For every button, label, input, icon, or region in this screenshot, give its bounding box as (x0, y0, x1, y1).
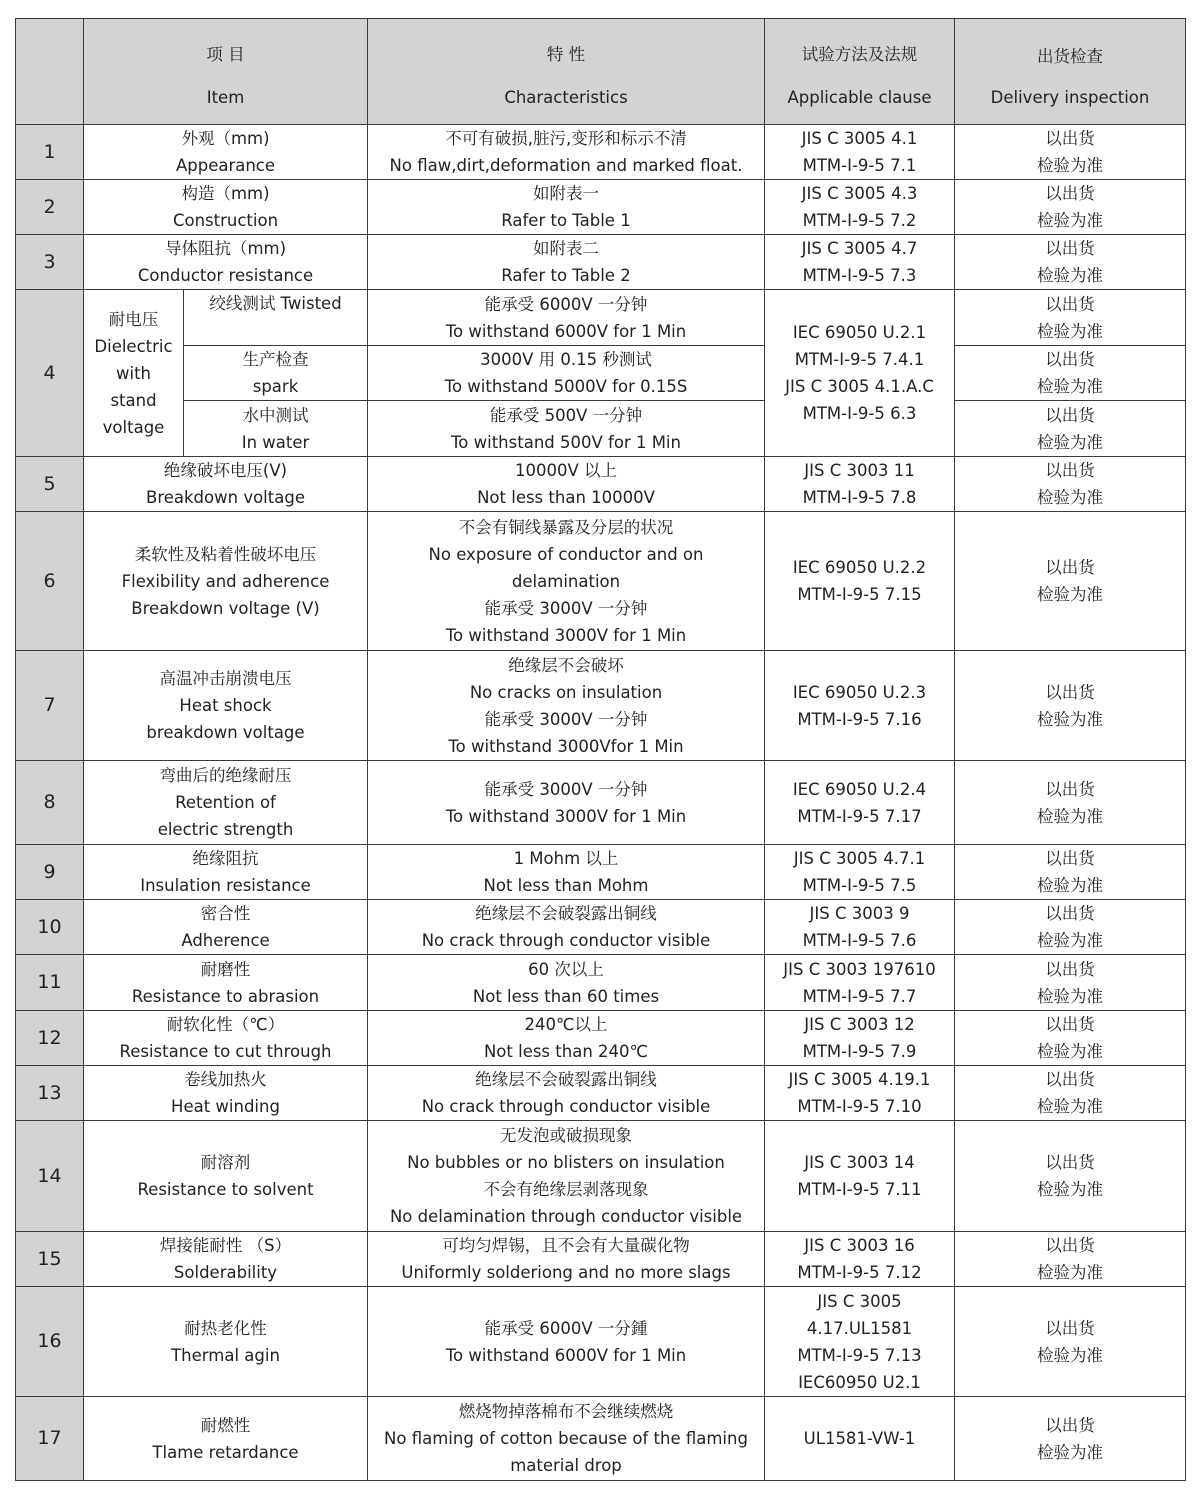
delivery-cell-line: 检验为准 (1037, 1442, 1103, 1462)
characteristics-cell-line: Uniformly solderiong and no more slags (401, 1263, 731, 1282)
item-cell-line: Retention of (175, 793, 276, 812)
characteristics-cell (368, 845, 765, 900)
clause-cell (765, 512, 955, 651)
characteristics-cell (368, 1011, 765, 1066)
delivery-cell-line: 检验为准 (1037, 377, 1103, 396)
header-char-en: Characteristics (504, 87, 628, 107)
item-cell-line: Tlame retardance (152, 1442, 299, 1462)
item-cell (84, 1011, 368, 1066)
clause-cell-line: MTM-I-9-5 7.4.1 (794, 350, 925, 369)
characteristics-cell-line: 绝缘层不会破裂露出铜线 (475, 1070, 657, 1089)
clause-cell (765, 125, 955, 180)
delivery-cell-line: 以出货 (1045, 849, 1095, 868)
row-number: 14 (16, 1121, 84, 1232)
table-row (16, 235, 1186, 290)
item-cell-line: Appearance (175, 156, 276, 175)
item-cell-line: 弯曲后的绝缘耐压 (159, 766, 292, 785)
delivery-cell (955, 761, 1186, 845)
delivery-cell-line: 检验为准 (1037, 806, 1103, 826)
item-cell (84, 125, 368, 180)
clause-cell-line: MTM-I-9-5 7.10 (797, 1097, 922, 1116)
characteristics-cell (368, 651, 765, 761)
sub-item-cell (184, 401, 368, 457)
row-number: 16 (16, 1287, 84, 1397)
delivery-cell (955, 1232, 1186, 1287)
characteristics-cell-line: To withstand 500V for 1 Min (451, 432, 681, 452)
table-header (16, 19, 1186, 125)
delivery-cell-line: 以出货 (1045, 959, 1095, 979)
clause-cell-line: MTM-I-9-5 7.15 (797, 585, 922, 604)
item-cell (84, 900, 368, 955)
item-cell-line: Resistance to solvent (137, 1180, 314, 1199)
delivery-cell-line: 以出货 (1045, 405, 1095, 425)
clause-cell-line: MTM-I-9-5 7.12 (797, 1263, 922, 1282)
clause-cell-line: MTM-I-9-5 7.7 (802, 986, 917, 1006)
item-cell-line: 构造（mm) (181, 184, 270, 203)
item-cell-line: Heat winding (171, 1097, 280, 1116)
clause-cell-line: JIS C 3003 9 (809, 904, 910, 923)
clause-cell-line: IEC60950 U2.1 (798, 1372, 921, 1392)
delivery-cell-line: 检验为准 (1037, 211, 1103, 230)
row-number: 4 (16, 290, 84, 457)
table-row (16, 651, 1186, 761)
delivery-cell-line: 检验为准 (1037, 1345, 1103, 1365)
delivery-cell-line: 检验为准 (1037, 266, 1103, 285)
characteristics-cell (368, 401, 765, 457)
clause-cell-line: MTM-I-9-5 7.1 (802, 156, 917, 175)
delivery-cell (955, 900, 1186, 955)
characteristics-cell (368, 457, 765, 512)
characteristics-cell-line: Not less than 10000V (477, 488, 655, 507)
header-delivery-en: Delivery inspection (990, 87, 1150, 107)
delivery-cell-line: 检验为准 (1037, 156, 1103, 175)
delivery-cell-line: 检验为准 (1037, 1042, 1103, 1061)
clause-cell (765, 955, 955, 1011)
characteristics-cell-line: No cracks on insulation (469, 682, 663, 702)
delivery-cell-line: 检验为准 (1037, 709, 1103, 729)
characteristics-cell-line: 如附表一 (533, 184, 599, 203)
clause-cell-line: MTM-I-9-5 7.5 (802, 876, 917, 895)
characteristics-cell (368, 1397, 765, 1481)
delivery-cell (955, 180, 1186, 235)
table-body (16, 125, 1186, 1481)
delivery-cell (955, 651, 1186, 761)
clause-cell (765, 180, 955, 235)
row-number: 11 (16, 955, 84, 1011)
row-number: 1 (16, 125, 84, 180)
delivery-cell (955, 1011, 1186, 1066)
row-number: 6 (16, 512, 84, 651)
characteristics-cell-line: Not less than Mohm (483, 876, 649, 895)
clause-cell-line: JIS C 3003 11 (804, 461, 915, 480)
characteristics-cell (368, 761, 765, 845)
table-row (16, 512, 1186, 651)
item-cell-line: 外观（mm) (181, 129, 270, 148)
characteristics-cell-line: 10000V 以上 (514, 461, 618, 480)
characteristics-cell-line: 能承受 500V 一分钟 (489, 405, 643, 425)
delivery-cell (955, 1121, 1186, 1232)
characteristics-cell-line: 不可有破损,脏污,变形和标示不清 (445, 129, 687, 148)
row-number: 3 (16, 235, 84, 290)
row-number: 10 (16, 900, 84, 955)
characteristics-cell (368, 955, 765, 1011)
delivery-cell (955, 845, 1186, 900)
header-num-cell (16, 19, 84, 125)
item-cell-line: 高温冲击崩溃电压 (159, 669, 292, 688)
item-cell (84, 1066, 368, 1121)
delivery-cell-line: 以出货 (1045, 558, 1095, 577)
delivery-cell-line: 检验为准 (1037, 585, 1103, 604)
delivery-cell-line: 检验为准 (1037, 321, 1103, 341)
characteristics-cell-line: 绝缘层不会破裂露出铜线 (475, 904, 657, 923)
clause-cell-line: JIS C 3005 4.19.1 (788, 1070, 931, 1089)
dielectric-group-cell-line: with (115, 363, 151, 383)
delivery-cell-line: 以出货 (1045, 1153, 1095, 1172)
clause-cell-line: JIS C 3003 197610 (783, 959, 936, 979)
characteristics-cell (368, 346, 765, 401)
delivery-cell (955, 1066, 1186, 1121)
delivery-cell-line: 检验为准 (1037, 931, 1103, 950)
item-cell-line: breakdown voltage (146, 723, 305, 742)
characteristics-cell (368, 1121, 765, 1232)
characteristics-cell-line: 燃烧物掉落棉布不会继续燃烧 (458, 1402, 674, 1421)
item-cell-line: 焊接能耐性 （S） (159, 1236, 292, 1255)
characteristics-cell-line: 不会有绝缘层剥落现象 (483, 1180, 649, 1199)
clause-cell-line: IEC 69050 U.2.4 (792, 779, 927, 799)
table-row (16, 1397, 1186, 1481)
item-cell-line: Solderability (173, 1263, 278, 1282)
characteristics-cell (368, 235, 765, 290)
table-row (16, 900, 1186, 955)
table-row (16, 845, 1186, 900)
header-clause-en: Applicable clause (787, 87, 932, 107)
delivery-cell (955, 235, 1186, 290)
clause-cell (765, 1397, 955, 1481)
clause-cell (765, 235, 955, 290)
header-char-zh: 特 性 (546, 44, 586, 64)
characteristics-cell-line: To withstand 6000V for 1 Min (445, 1345, 687, 1365)
sub-item-cell-line: 生产检查 (242, 350, 309, 369)
delivery-cell-line: 检验为准 (1037, 986, 1103, 1006)
characteristics-cell-line: No exposure of conductor and on (428, 544, 704, 564)
item-cell (84, 1232, 368, 1287)
characteristics-cell-line: material drop (510, 1456, 622, 1475)
row-number: 2 (16, 180, 84, 235)
table-row (16, 1121, 1186, 1232)
row-number: 12 (16, 1011, 84, 1066)
table-row (16, 955, 1186, 1011)
table-row (16, 761, 1186, 845)
clause-cell (765, 845, 955, 900)
characteristics-cell-line: delamination (511, 571, 621, 591)
clause-cell-line: JIS C 3005 4.3 (801, 184, 918, 203)
header-delivery-cell (955, 19, 1186, 125)
item-cell-line: electric strength (157, 820, 294, 839)
item-cell (84, 235, 368, 290)
clause-cell (765, 900, 955, 955)
clause-cell-line: JIS C 3005 4.7 (801, 239, 918, 258)
item-cell (84, 761, 368, 845)
characteristics-cell-line: 能承受 3000V 一分钟 (484, 779, 648, 799)
dielectric-group-cell-line: 耐电压 (108, 309, 159, 329)
item-cell (84, 512, 368, 651)
item-cell (84, 180, 368, 235)
dielectric-group-cell (84, 290, 184, 457)
delivery-cell-line: 检验为准 (1037, 876, 1103, 895)
characteristics-cell-line: Rafer to Table 1 (501, 211, 631, 230)
clause-cell-line: MTM-I-9-5 7.17 (797, 806, 922, 826)
item-cell-line: Thermal agin (171, 1345, 280, 1365)
characteristics-cell-line: 1 Mohm 以上 (513, 849, 619, 868)
characteristics-cell-line: 可均匀焊锡，且不会有大量碳化物 (442, 1236, 690, 1255)
characteristics-cell-line: 如附表二 (533, 239, 599, 258)
characteristics-cell-line: To withstand 5000V for 0.15S (444, 377, 688, 396)
delivery-cell (955, 1397, 1186, 1481)
characteristics-cell (368, 125, 765, 180)
characteristics-cell-line: No flaw,dirt,deformation and marked float. (389, 156, 743, 175)
item-cell-line: 耐磨性 (200, 959, 251, 979)
delivery-cell-line: 以出货 (1045, 129, 1095, 148)
clause-cell-line: IEC 69050 U.2.2 (792, 558, 927, 577)
delivery-cell (955, 512, 1186, 651)
clause-cell-line: JIS C 3005 (817, 1291, 902, 1311)
clause-cell-line: MTM-I-9-5 7.9 (802, 1042, 917, 1061)
header-item-cell (84, 19, 368, 125)
delivery-cell-line: 以出货 (1045, 294, 1095, 314)
item-cell (84, 955, 368, 1011)
clause-cell-line: MTM-I-9-5 7.11 (797, 1180, 922, 1199)
clause-cell (765, 761, 955, 845)
table-row (16, 401, 1186, 457)
header-delivery-zh: 出货检查 (1037, 46, 1103, 66)
characteristics-cell-line: 不会有铜线暴露及分层的状况 (458, 517, 674, 537)
row-number: 15 (16, 1232, 84, 1287)
delivery-cell (955, 346, 1186, 401)
characteristics-cell-line: Not less than 240℃ (483, 1042, 649, 1061)
table-row (16, 457, 1186, 512)
delivery-cell-line: 检验为准 (1037, 1180, 1103, 1199)
characteristics-cell (368, 900, 765, 955)
clause-cell-line: JIS C 3005 4.1.A.C (785, 377, 934, 396)
clause-cell-line: JIS C 3003 12 (804, 1015, 915, 1034)
clause-cell-line: MTM-I-9-5 7.16 (797, 709, 922, 729)
sub-item-cell (184, 346, 368, 401)
clause-cell (765, 1121, 955, 1232)
item-cell (84, 1287, 368, 1397)
characteristics-cell-line: 能承受 3000V 一分钟 (484, 598, 648, 618)
clause-cell (765, 651, 955, 761)
item-cell (84, 457, 368, 512)
clause-cell (765, 1287, 955, 1397)
characteristics-cell-line: 能承受 6000V 一分钟 (484, 294, 648, 314)
characteristics-cell-line: 无发泡或破损现象 (500, 1126, 632, 1145)
item-cell-line: Insulation resistance (140, 876, 311, 895)
item-cell-line: 柔软性及粘着性破坏电压 (134, 544, 317, 564)
clause-cell-line: MTM-I-9-5 7.3 (802, 266, 917, 285)
characteristics-cell (368, 180, 765, 235)
item-cell-line: 卷线加热火 (184, 1070, 267, 1089)
clause-cell-line: JIS C 3003 16 (804, 1236, 915, 1255)
item-cell-line: 耐溶剂 (200, 1153, 251, 1172)
characteristics-cell-line: Not less than 60 times (472, 986, 660, 1006)
delivery-cell (955, 125, 1186, 180)
clause-cell-line: IEC 69050 U.2.3 (792, 682, 927, 702)
characteristics-cell-line: Rafer to Table 2 (501, 266, 631, 285)
table-row (16, 180, 1186, 235)
sub-item-cell (184, 290, 368, 346)
delivery-cell (955, 290, 1186, 346)
sub-item-cell-line: 水中测试 (242, 405, 309, 425)
clause-cell-line: JIS C 3005 4.1 (801, 129, 918, 148)
delivery-cell-line: 以出货 (1045, 682, 1095, 702)
item-cell-line: 耐燃性 (200, 1415, 251, 1435)
item-cell (84, 651, 368, 761)
spec-table (15, 18, 1186, 1481)
clause-cell (765, 290, 955, 457)
item-cell-line: Adherence (181, 931, 270, 950)
header-clause-zh: 试验方法及法规 (801, 44, 918, 64)
header-item-en: Item (206, 87, 245, 107)
characteristics-cell-line: 绝缘层不会破坏 (508, 655, 624, 675)
clause-cell-line: 4.17.UL1581 (806, 1318, 913, 1338)
characteristics-cell-line: 3000V 用 0.15 秒测试 (480, 350, 652, 369)
characteristics-cell-line: To withstand 6000V for 1 Min (445, 321, 687, 341)
item-cell-line: 密合性 (200, 904, 251, 923)
table-row (16, 290, 1186, 346)
header-clause-cell (765, 19, 955, 125)
delivery-cell-line: 检验为准 (1037, 488, 1103, 507)
characteristics-cell-line: To withstand 3000V for 1 Min (445, 806, 687, 826)
clause-cell (765, 1066, 955, 1121)
delivery-cell-line: 以出货 (1045, 904, 1095, 923)
header-item-zh: 项 目 (206, 44, 245, 64)
delivery-cell-line: 以出货 (1045, 461, 1095, 480)
clause-cell-line: MTM-I-9-5 6.3 (802, 404, 917, 423)
delivery-cell (955, 457, 1186, 512)
delivery-cell (955, 401, 1186, 457)
delivery-cell-line: 以出货 (1045, 1318, 1095, 1338)
characteristics-cell-line: To withstand 3000Vfor 1 Min (448, 736, 684, 756)
characteristics-cell-line: 能承受 6000V 一分鍾 (484, 1318, 648, 1338)
sub-item-cell-line: 绞线测试 Twisted (209, 294, 342, 313)
characteristics-cell-line: No crack through conductor visible (421, 1097, 711, 1116)
item-cell-line: 耐软化性（℃） (166, 1015, 285, 1034)
delivery-cell-line: 以出货 (1045, 350, 1095, 369)
table-row (16, 346, 1186, 401)
clause-cell-line: MTM-I-9-5 7.6 (802, 931, 917, 950)
clause-cell-line: MTM-I-9-5 7.2 (802, 211, 917, 230)
row-number: 9 (16, 845, 84, 900)
dielectric-group-cell-line: Dielectric (94, 336, 173, 356)
item-cell-line: Construction (172, 211, 279, 230)
item-cell-line: Resistance to cut through (119, 1042, 332, 1061)
item-cell (84, 1121, 368, 1232)
characteristics-cell-line: 240℃以上 (524, 1015, 608, 1034)
item-cell (84, 845, 368, 900)
characteristics-cell (368, 1066, 765, 1121)
clause-cell (765, 457, 955, 512)
table-row (16, 1066, 1186, 1121)
characteristics-cell (368, 512, 765, 651)
delivery-cell (955, 955, 1186, 1011)
delivery-cell-line: 以出货 (1045, 1236, 1095, 1255)
row-number: 5 (16, 457, 84, 512)
item-cell-line: Flexibility and adherence (121, 571, 330, 591)
delivery-cell-line: 以出货 (1045, 1070, 1095, 1089)
delivery-cell-line: 检验为准 (1037, 1097, 1103, 1116)
delivery-cell-line: 检验为准 (1037, 432, 1103, 452)
characteristics-cell-line: No bubbles or no blisters on insulation (407, 1153, 725, 1172)
characteristics-cell-line: No flaming of cotton because of the flaming (384, 1429, 748, 1448)
row-number: 13 (16, 1066, 84, 1121)
item-cell-line: 导体阻抗（mm) (164, 239, 287, 258)
header-char-cell (368, 19, 765, 125)
clause-cell (765, 1232, 955, 1287)
characteristics-cell (368, 290, 765, 346)
delivery-cell (955, 1287, 1186, 1397)
header-row (16, 19, 1186, 125)
delivery-cell-line: 以出货 (1045, 239, 1095, 258)
clause-cell-line: MTM-I-9-5 7.13 (797, 1345, 922, 1365)
table-row (16, 1287, 1186, 1397)
row-number: 8 (16, 761, 84, 845)
row-number: 17 (16, 1397, 84, 1481)
item-cell (84, 1397, 368, 1481)
table-row (16, 125, 1186, 180)
dielectric-group-cell-line: stand (110, 390, 157, 410)
table-row (16, 1232, 1186, 1287)
item-cell-line: Breakdown voltage (V) (131, 598, 320, 618)
item-cell-line: Heat shock (179, 696, 272, 715)
clause-cell-line: JIS C 3005 4.7.1 (793, 849, 926, 868)
clause-cell-line: IEC 69050 U.2.1 (792, 323, 927, 342)
characteristics-cell-line: No crack through conductor visible (421, 931, 711, 950)
clause-cell-line: UL1581-VW-1 (803, 1429, 916, 1448)
item-cell-line: Resistance to abrasion (131, 986, 320, 1006)
item-cell-line: 耐热老化性 (184, 1318, 267, 1338)
delivery-cell-line: 以出货 (1045, 779, 1095, 799)
delivery-cell-line: 以出货 (1045, 1015, 1095, 1034)
clause-cell (765, 1011, 955, 1066)
item-cell-line: Breakdown voltage (146, 488, 305, 507)
row-number: 7 (16, 651, 84, 761)
sub-item-cell-line: In water (241, 432, 310, 452)
characteristics-cell-line: No delamination through conductor visible (389, 1207, 743, 1226)
dielectric-group-cell-line: voltage (102, 417, 165, 437)
item-cell-line: Conductor resistance (137, 266, 314, 285)
delivery-cell-line: 检验为准 (1037, 1263, 1103, 1282)
table-row (16, 1011, 1186, 1066)
clause-cell-line: MTM-I-9-5 7.8 (802, 488, 917, 507)
characteristics-cell (368, 1232, 765, 1287)
characteristics-cell-line: 能承受 3000V 一分钟 (484, 709, 648, 729)
delivery-cell-line: 以出货 (1045, 1415, 1095, 1435)
characteristics-cell-line: 60 次以上 (528, 959, 604, 979)
delivery-cell-line: 以出货 (1045, 184, 1095, 203)
item-cell-line: 绝缘破坏电压(V) (163, 461, 288, 480)
item-cell-line: 绝缘阻抗 (192, 849, 259, 868)
characteristics-cell (368, 1287, 765, 1397)
sub-item-cell-line: spark (252, 377, 299, 396)
clause-cell-line: JIS C 3003 14 (804, 1153, 915, 1172)
characteristics-cell-line: To withstand 3000V for 1 Min (445, 625, 687, 645)
